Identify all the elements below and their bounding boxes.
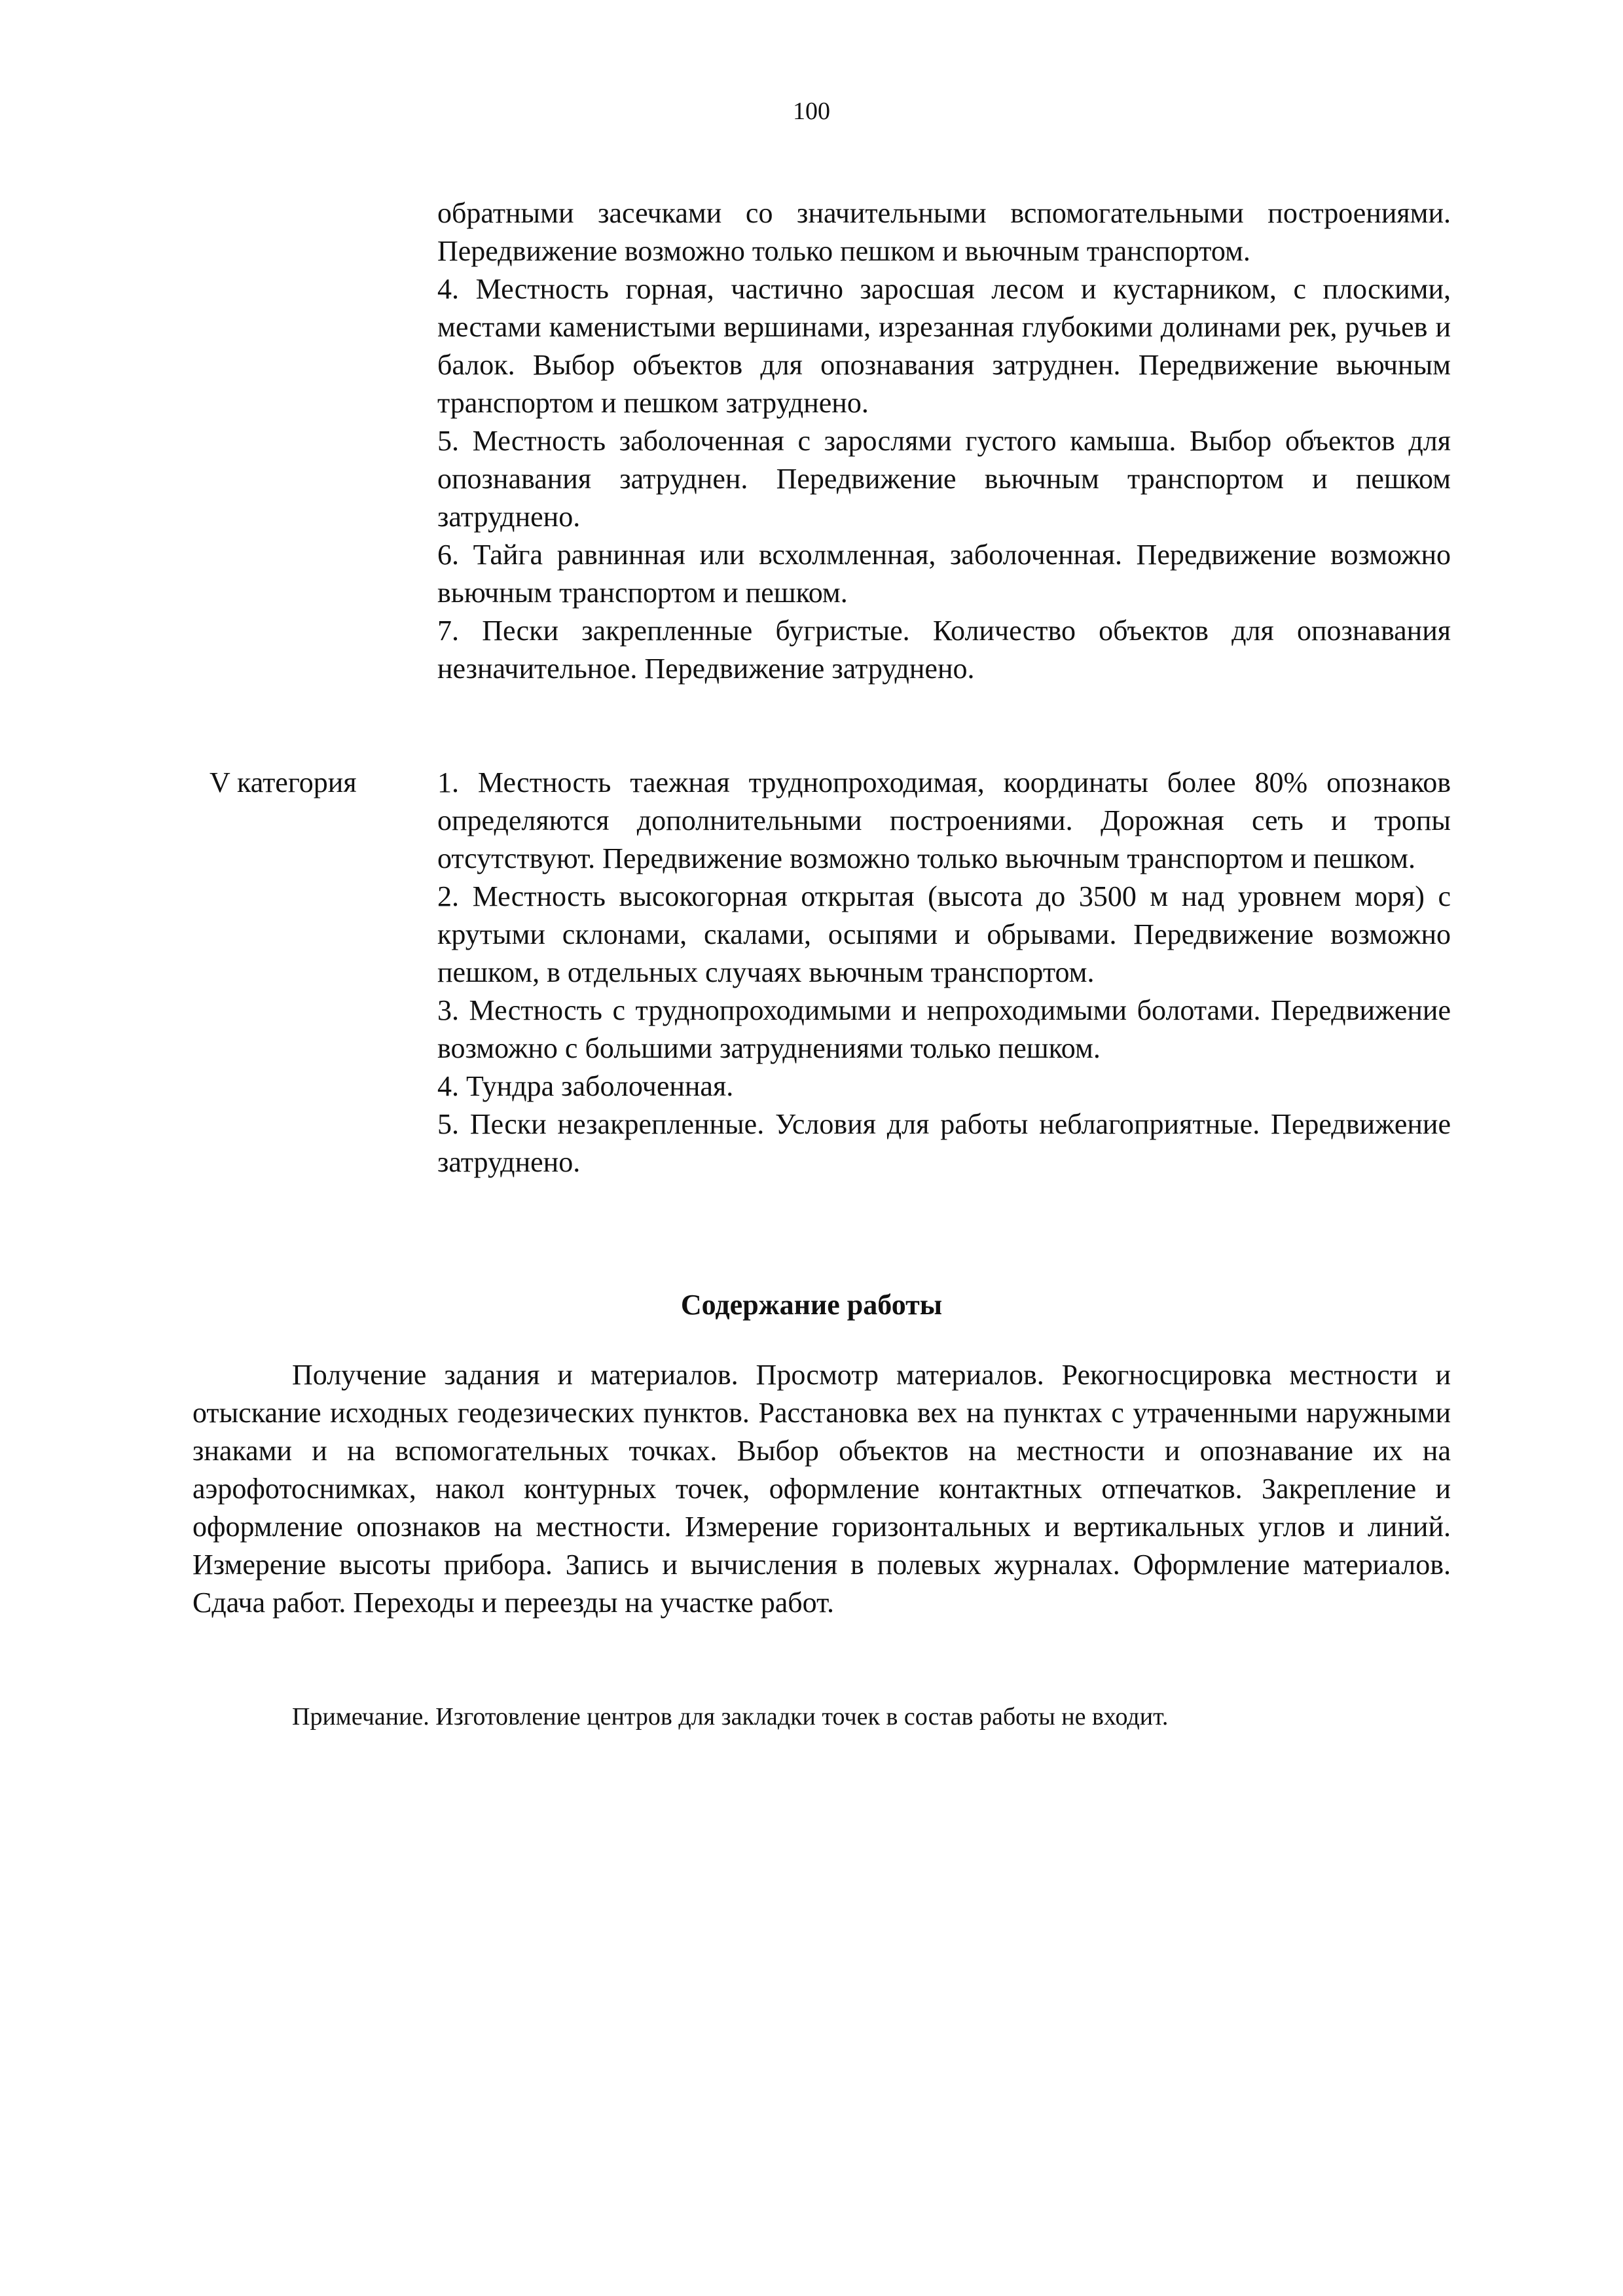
category-v-item-1: 1. Местность таежная труднопроходимая, координаты более 80% опознаков определяются дополнительными построениями. Дорожная сеть и тропы отсутствуют. Передвижение возможно только вьючным транспортом и пешком. xyxy=(437,766,1451,874)
category-iv-continuation xyxy=(437,194,1451,688)
continuation-item-5: 5. Местность заболоченная с зарослями густого камыша. Выбор объектов для опознавания затруднен. Передвижение вьючным транспортом и пешком затруднено. xyxy=(437,425,1451,533)
work-content-text: Получение задания и материалов. Просмотр материалов. Рекогносцировка местности и отыскание исходных геодезических пунктов. Расстановка вех на пунктах с утраченными наружными знаками и на вспомогательных точках. Выбор объектов на местности и опознавание их на аэрофотоснимках, накол контурных точек, оформление контактных отпечатков. Закрепление и оформление опознаков на местности. Измерение горизонтальных и вертикальных углов и линий. Измерение высоты прибора. Запись и вычисления в полевых журналах. Оформление материалов. Сдача работ. Переходы и переезды на участке работ. xyxy=(192,1359,1451,1619)
section-title: Содержание работы xyxy=(680,1289,943,1321)
continuation-paragraph-1: обратными засечками со значительными вспомогательными построениями. Передвижение возможно только пешком и вьючным транспортом. xyxy=(437,197,1451,267)
continuation-item-7: 7. Пески закрепленные бугристые. Количество объектов для опознавания незначительное. Передвижение затруднено. xyxy=(437,615,1451,685)
page-number: 100 xyxy=(793,98,830,125)
category-v-label: V категория xyxy=(210,766,357,798)
category-v-description xyxy=(437,764,1451,1181)
continuation-item-4: 4. Местность горная, частично заросшая лесом и кустарником, с плоскими, местами каменистыми вершинами, изрезанная глубокими долинами рек, ручьев и балок. Выбор объектов для опознавания затруднен. Передвижение вьючным транспортом и пешком затруднено. xyxy=(437,273,1451,419)
category-v-item-3: 3. Местность с труднопроходимыми и непроходимыми болотами. Передвижение возможно с большими затруднениями только пешком. xyxy=(437,994,1451,1064)
note: Примечание. Изготовление центров для закладки точек в состав работы не входит. xyxy=(292,1703,1169,1731)
category-v-item-5: 5. Пески незакрепленные. Условия для работы неблагоприятные. Передвижение затруднено. xyxy=(437,1108,1451,1178)
category-v-item-4: 4. Тундра заболоченная. xyxy=(437,1070,734,1102)
continuation-item-6: 6. Тайга равнинная или всхолмленная, заболоченная. Передвижение возможно вьючным транспортом и пешком. xyxy=(437,539,1451,609)
category-v-item-2: 2. Местность высокогорная открытая (высота до 3500 м над уровнем моря) с крутыми склонами, скалами, осыпями и обрывами. Передвижение возможно пешком, в отдельных случаях вьючным транспортом. xyxy=(437,880,1451,988)
